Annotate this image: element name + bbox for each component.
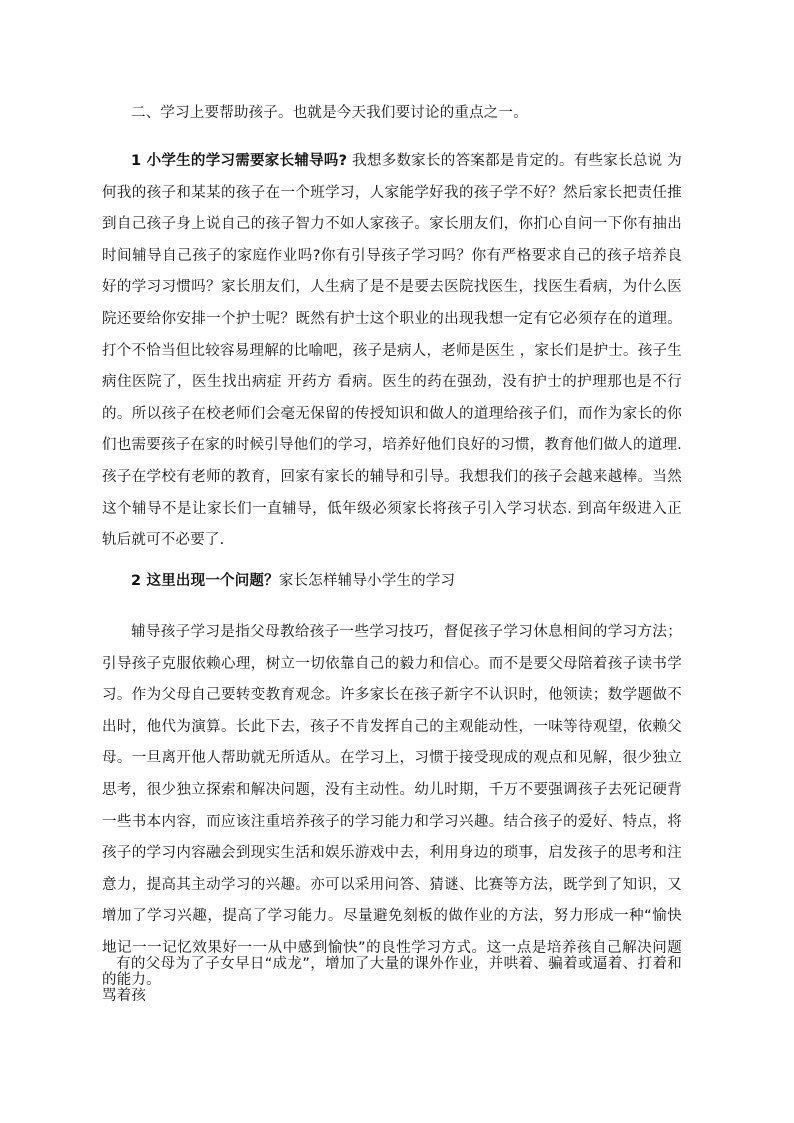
question-2-text xyxy=(102,566,682,597)
main-paragraph-text: 辅导孩子学习是指父母教给孩子一些学习技巧，督促孩子学习休息相间的学习方法；引导孩子克服依赖心理，树立一切依靠自己的毅力和信心。而不是要父母陪着孩子读书学习。作为父母自己要转变教育观念。许多家长在孩子新字不认识时，他领读；数学题做不出时，他代为演算。长此下去，孩子不肯发挥自己的主观能动性，一味等待观望，依赖父母。一旦离开他人帮助就无所适从。在学习上，习惯于接受现成的观点和见解，很少独立思考，很少独立探索和解决问题，没有主动性。幼儿时期，千万不要强调孩子去死记硬背一些书本内容，而应该注重培养孩子的学习能力和学习兴趣。结合孩子的爱好、特点，将孩子的学习内容融会到现实生活和娱乐游戏中去，利用身边的琐事，启发孩子的思考和注意力，提高其主动学习的兴趣。亦可以采用问答、猜谜、比赛等方法，既学到了知识，又增加了学习兴趣，提高了学习能力。尽量避免刻板的做作业的方法，努力形成一种“愉快地记一一记忆效果好一一从中感到愉快”的良性学习方式。这一点是培养孩自己解决问题的能力。 xyxy=(102,624,682,988)
question-1-paragraph xyxy=(102,146,682,557)
question-2-heading xyxy=(102,566,682,597)
section-heading xyxy=(102,98,682,129)
question-1-text xyxy=(102,146,682,557)
question-2-body: 家长怎样辅导小学生的学习 xyxy=(278,573,456,589)
section-heading-text: 二、学习上要帮助孩子。也就是今天我们要讨论的重点之一。 xyxy=(131,105,528,121)
main-paragraph xyxy=(102,617,682,996)
question-2-lead: 2 这里出现一个问题？ xyxy=(131,573,279,589)
question-1-body: 我想多数家长的答案都是肯定的。有些家长总说 为何我的孩子和某某的孩子在一个班学习，人家能学好我的孩子学不好？然后家长把责任推到自己孩子身上说自己的孩子智力不如人家孩子。家长朋友们，你扪心自问一下你有抽出时间辅导自己孩子的家庭作业吗?你有引导孩子学习吗？你有严格要求自己的孩子培养良好的学习习惯吗？家长朋友们，人生病了是不是要去医院找医生，找医生看病，为什么医院还要给你安排一个护士呢？既然有护士这个职业的出现我想一定有它必须存在的道理。打个不恰当但比较容易理解的比喻吧，孩子是病人，老师是医生 ，家长们是护士。孩子生病住医院了，医生找出病症 开药方 看病。医生的药在强劲，没有护士的护理那也是不行的。所以孩子在校老师们会毫无保留的传授知识和做人的道理给孩子们，而作为家长的你们也需要孩子在家的时候引导他们的学习，培养好他们良好的习惯，教育他们做人的道理. 孩子在学校有老师的教育，回家有家长的辅导和引导。我想我们的孩子会越来越棒。当然这个辅导不是让家长们一直辅导，低年级必须家长将孩子引入学习状态. 到高年级进入正轨后就可不必要了. xyxy=(102,153,682,549)
last-paragraph-text: 有的父母为了子女早日“成龙”，增加了大量的课外作业，并哄着、骗着或逼着、打着和骂着孩 xyxy=(102,956,682,1004)
question-1-lead: 1 小学生的学习需要家长辅导吗? xyxy=(131,153,348,169)
last-paragraph xyxy=(102,949,682,1012)
